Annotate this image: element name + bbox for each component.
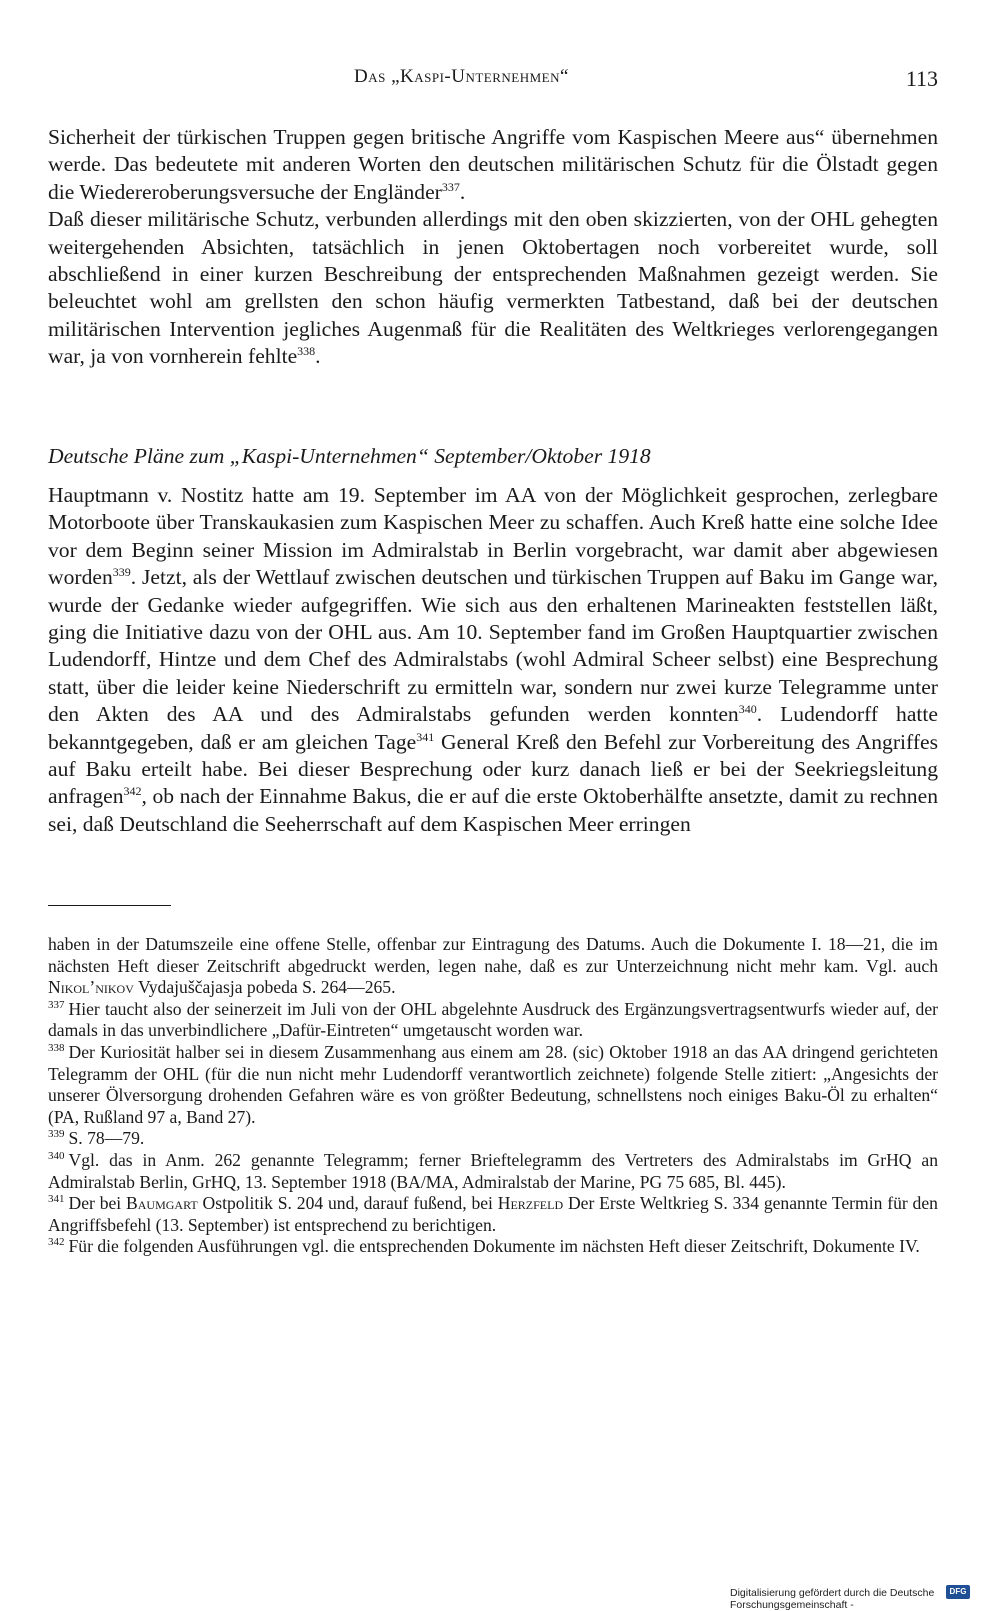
paragraph-text: Daß dieser militärische Schutz, verbunden allerdings mit den oben skizzierten, von der OHL gehegten weitergehenden Absichten, tatsächlich in jenen Oktobertagen noch vorbereitet wurde, soll abschließend in einer kurzen Beschreibung der entsprechenden Maßnahmen gezeigt werden. Sie beleuchtet wohl am grellsten den schon häufig vermerkten Tatbestand, daß bei der deutschen militärischen Intervention jegliches Augenmaß für die Realitäten des Weltkrieges verlorengegangen war, ja von vornherein fehlte	[48, 207, 938, 369]
footnote-341	[48, 1193, 938, 1236]
footnote-text: Der Erste Weltkrieg S. 334 genannte Termin für den Angriffsbefehl (13. September) ist entsprechend zu berichtigen.	[48, 1193, 938, 1235]
footnote-text: Vydajuščajasja pobeda S. 264—265.	[137, 977, 396, 998]
footnote-separator	[48, 905, 171, 906]
text-run: . Ludendorff hatte bekanntgegeben, daß er am gleichen Tage	[48, 702, 938, 754]
footnote-text: Hier taucht also der seinerzeit im Juli von der OHL abgelehnte Ausdruck des Ergänzungsvertragsentwurfs wieder auf, der damals in das unverbindlichere „Dafür-Eintreten“ umgetauscht worden war.	[48, 998, 938, 1041]
footnote-339	[48, 1128, 938, 1150]
footnote-number: 341	[48, 1193, 65, 1206]
footnote-338	[48, 1042, 938, 1128]
author-name: Nikol’nikov	[48, 977, 134, 998]
footnotes	[48, 934, 938, 1258]
footnote-number: 339	[48, 1128, 65, 1141]
footnote-text: haben in der Datumszeile eine offene Stelle, offenbar zur Eintragung des Datums. Auch die Dokumente I. 18—21, die im nächsten Heft dieser Zeitschrift abgedruckt werden, legen nahe, daß es zur Unterzeichnung nicht mehr kam. Vgl. auch	[48, 934, 938, 976]
author-name: Herzfeld	[497, 1193, 564, 1214]
paragraph-text: Sicherheit der türkischen Truppen gegen britische Angriffe vom Kaspischen Meere aus“ übernehmen werde. Das bedeutete mit anderen Worten den deutschen militärischen Schutz für die Ölstadt gegen die Wiedereroberungsversuche der Engländer	[48, 125, 938, 204]
footnote-ref: 339	[112, 565, 131, 580]
footnote-340	[48, 1150, 938, 1193]
footnote-number: 342	[48, 1236, 65, 1249]
footnote-number: 338	[48, 1042, 65, 1055]
section-heading: Deutsche Pläne zum „Kaspi-Unternehmen“ September/Oktober 1918	[48, 444, 651, 468]
footnote-ref: 337	[441, 179, 460, 194]
dfg-logo: DFG	[946, 1585, 970, 1599]
page-header	[48, 66, 938, 96]
paragraph: Daß dieser militärische Schutz, verbunden allerdings mit den oben skizzierten, von der OHL gehegten weitergehenden Absichten, tatsächlich in jenen Oktobertagen noch vorbereitet wurde, soll abschließend in einer kurzen Beschreibung der entsprechenden Maßnahmen gezeigt werden. Sie beleuchtet wohl am grellsten den schon häufig vermerkten Tatbestand, daß bei der deutschen militärischen Intervention jegliches Augenmaß für die Realitäten des Weltkrieges verlorengegangen war, ja von vornherein fehlte$^{338}$.	[48, 207, 938, 369]
footnote-ref: 342	[123, 784, 142, 799]
footnote-337	[48, 999, 938, 1042]
paragraph: Sicherheit der türkischen Truppen gegen britische Angriffe vom Kaspischen Meere aus“ übernehmen werde. Das bedeutete mit anderen Worten den deutschen militärischen Schutz für die Ölstadt gegen die Wiedereroberungsversuche der Engländer$^{337}$.	[48, 125, 938, 204]
footnote-text: Der Kuriosität halber sei in diesem Zusammenhang aus einem am 28. (sic) Oktober 1918 an das AA dringend gerichteten Telegramm der OHL (für die nun nicht mehr Ludendorff verantwortlich zeichnete) folgende Stelle zitiert: „Angesichts der unserer Ölversorgung drohenden Gefahren wäre es von größter Bedeutung, schnellstens noch einiges Baku-Öl zu erhalten“ (PA, Rußland 97 a, Band 27).	[48, 1041, 938, 1127]
footnote-number: 337	[48, 998, 65, 1011]
text-run: , ob nach der Einnahme Bakus, die er auf die erste Oktoberhälfte ansetzte, damit zu rechnen sei, daß Deutschland die Seeherrschaft auf dem Kaspischen Meer erringen	[48, 784, 938, 836]
footnote-number: 340	[48, 1150, 65, 1163]
text-run: . Jetzt, als der Wettlauf zwischen deutschen und türkischen Truppen auf Baku im Gange war, wurde der Gedanke wieder aufgegriffen. Wie sich aus den erhaltenen Marineakten feststellen läßt, ging die Initiative dazu von der OHL aus. Am 10. September fand im Großen Hauptquartier zwischen Ludendorff, Hintze und dem Chef des Admiralstabs (wohl Admiral Scheer selbst) eine Besprechung statt, über die leider keine Niederschrift zu ermitteln war, sondern nur zwei kurze Telegramme unter den Akten des AA und des Admiralstabs gefunden werden konnten	[48, 565, 938, 727]
footnote-text: Vgl. das in Anm. 262 genannte Telegramm; ferner Brieftelegramm des Vertreters des Admiralstabs im GrHQ an Admiralstab Berlin, GrHQ, 13. September 1918 (BA/MA, Admiralstab der Marine, PG 75 685, Bl. 445).	[48, 1149, 938, 1192]
footnote-text: Ostpolitik S. 204 und, darauf fußend, bei	[202, 1193, 493, 1214]
footnote-ref: 340	[738, 702, 757, 717]
footnote-continuation	[48, 934, 938, 999]
footnote-ref: 341	[416, 729, 435, 744]
section-body	[48, 482, 938, 838]
footnote-342	[48, 1236, 938, 1258]
footnote-text: S. 78—79.	[68, 1128, 145, 1149]
digitization-note: Digitalisierung gefördert durch die Deutsche Forschungsgemeinschaft -	[730, 1587, 935, 1611]
footnote-text: Der bei	[68, 1193, 122, 1214]
running-title: Das „Kaspi-Unternehmen“	[354, 66, 569, 87]
author-name: Baumgart	[126, 1193, 198, 1214]
text-run: Hauptmann v. Nostitz hatte am 19. September im AA von der Möglichkeit gesprochen, zerlegbare Motorboote über Transkaukasien zum Kaspischen Meer zu schaffen. Auch Kreß hatte eine solche Idee vor dem Beginn seiner Mission im Admiralstab in Berlin vorgebracht, war damit aber abgewiesen worden	[48, 483, 938, 590]
footnote-ref: 338	[297, 344, 316, 359]
body-text	[48, 124, 938, 371]
footnote-text: Für die folgenden Ausführungen vgl. die entsprechenden Dokumente im nächsten Heft dieser Zeitschrift, Dokumente IV.	[68, 1236, 920, 1257]
text-run: General Kreß den Befehl zur Vorbereitung des Angriffes auf Baku erteilt habe. Bei dieser Besprechung oder kurz danach ließ er bei der Seekriegsleitung anfragen	[48, 729, 938, 809]
page-number: 113	[905, 66, 938, 91]
